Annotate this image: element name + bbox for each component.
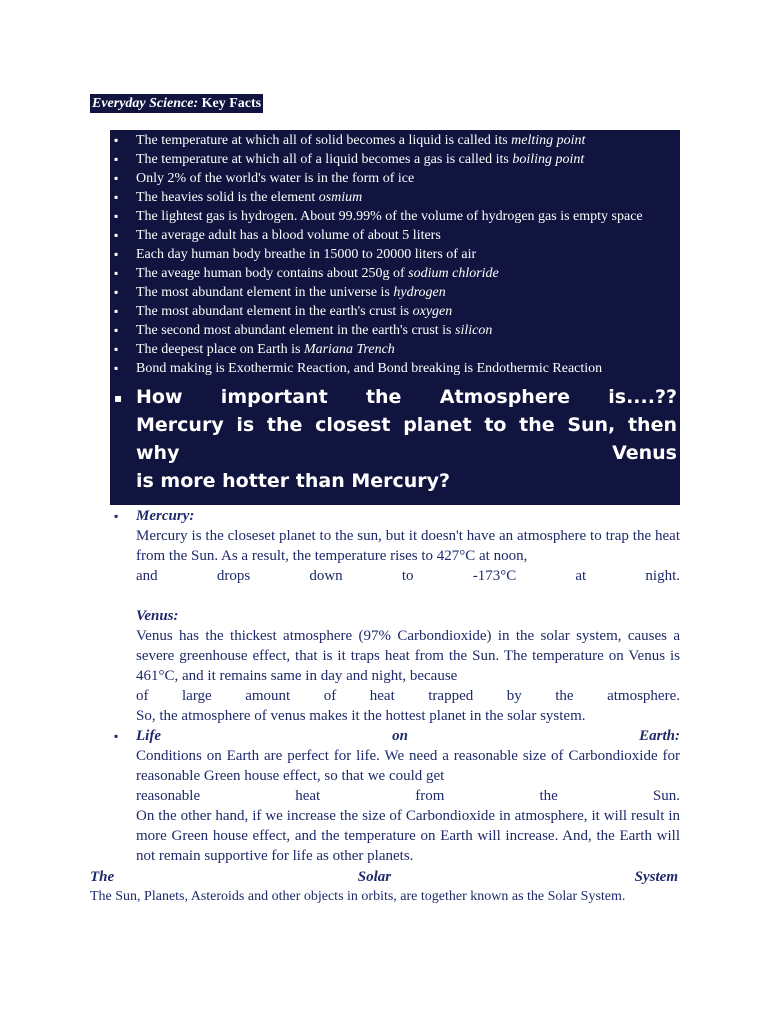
life-word-3: Earth: [639,728,680,744]
fact-text: The temperature at which all of a liquid becomes a gas is called its [136,152,513,167]
key-facts-box [110,130,680,505]
fact-text: The lightest gas is hydrogen. About 99.99% of the volume of hydrogen gas is empty space [136,209,643,224]
fact-emphasis: melting point [511,133,586,148]
fact-text: The most abundant element in the universe is [136,285,394,300]
fact-item [110,264,677,283]
life-paragraph [110,746,680,866]
fact-text: Each day human body breathe in 15000 to 20000 liters of air [136,247,477,262]
life-justified-line: reasonable heat from the Sun. [136,788,680,804]
fact-emphasis: oxygen [412,304,453,319]
fact-item [110,131,677,150]
mercury-paragraph [110,526,680,586]
atmosphere-question [110,383,677,495]
fact-emphasis: boiling point [512,152,585,167]
title-suffix: Key Facts [198,96,262,111]
solar-word-3: System [634,869,678,885]
fact-item [110,226,677,245]
venus-last-line: So, the atmosphere of venus makes it the hottest planet in the solar system. [136,708,586,724]
mercury-last-line: and drops down to -173°C at night. [136,568,680,584]
fact-emphasis: sodium chloride [408,266,499,281]
mercury-heading-text: Mercury: [136,508,195,524]
mercury-body: Mercury is the closeset planet to the sun, but it doesn't have an atmosphere to trap the heat from the Sun. As a result, the temperature rises to 427°C at noon, [136,528,680,564]
fact-emphasis: osmium [318,190,363,205]
bullet-icon: ▪ [114,209,119,223]
bullet-icon: ▪ [114,342,119,356]
fact-item [110,245,677,264]
fact-item [110,169,677,188]
fact-item [110,188,677,207]
venus-justified-line: of large amount of heat trapped by the atmosphere. [136,688,680,704]
fact-item [110,321,677,340]
fact-item [110,359,677,378]
fact-text: The most abundant element in the earth's crust is [136,304,413,319]
fact-text: The aveage human body contains about 250g of [136,266,409,281]
fact-text: The average adult has a blood volume of about 5 liters [136,228,441,243]
bullet-icon: ▪ [114,509,119,523]
fact-text: Bond making is Exothermic Reaction, and Bond breaking is Endothermic Reaction [136,361,603,376]
fact-item [110,302,677,321]
fact-emphasis: silicon [455,323,493,338]
bullet-icon: ▪ [114,190,119,204]
solar-word-2: Solar [357,869,392,885]
bullet-icon: ▪ [114,323,119,337]
question-line-3: is more hotter than Mercury? [136,470,451,492]
question-line-2: Mercury is the closest planet to the Sun, then why Venus [136,414,677,464]
solar-word-1: The [90,869,115,885]
solar-system-heading [90,867,678,887]
fact-item [110,150,677,169]
bullet-icon: ▪ [114,133,119,147]
venus-paragraph [110,626,680,726]
facts-list [110,131,677,378]
fact-item [110,207,677,226]
mercury-heading [110,506,680,526]
title-prefix: Everyday Science: [92,96,199,111]
bullet-icon: ▪ [114,361,119,375]
bullet-icon: ▪ [114,391,123,405]
venus-body: Venus has the thickest atmosphere (97% Carbondioxide) in the solar system, causes a severe greenhouse effect, that is it traps heat from the Sun. The temperature on Venus is 461°C, and it remains same in day and night, because [136,628,680,684]
fact-text: The heavies solid is the element [136,190,319,205]
bullet-icon: ▪ [114,729,119,743]
explanation-block [110,506,680,866]
fact-item [110,340,677,359]
life-word-1: Life [136,728,161,744]
life-body: Conditions on Earth are perfect for life. We need a reasonable size of Carbondioxide for reasonable Green house effect, so that we could get [136,748,680,784]
solar-system-paragraph: The Sun, Planets, Asteroids and other objects in orbits, are together known as the Solar System. [90,889,626,904]
fact-emphasis: Mariana Trench [303,342,395,357]
document-title [90,94,263,113]
fact-text: Only 2% of the world's water is in the form of ice [136,171,415,186]
life-body-2: On the other hand, if we increase the size of Carbondioxide in atmosphere, it will result in more Green house effect, and the temperature on Earth will increase. And, the Earth will not remain supportive for life as other planets. [136,808,680,864]
bullet-icon: ▪ [114,152,119,166]
life-on-earth-heading [110,726,680,746]
venus-heading [110,606,680,626]
bullet-icon: ▪ [114,266,119,280]
life-word-2: on [392,728,408,744]
bullet-icon: ▪ [114,247,119,261]
bullet-icon: ▪ [114,285,119,299]
bullet-icon: ▪ [114,228,119,242]
fact-text: The temperature at which all of solid becomes a liquid is called its [136,133,512,148]
question-line-1: How important the Atmosphere is....?? [136,386,677,408]
fact-text: The second most abundant element in the earth's crust is [136,323,455,338]
venus-heading-text: Venus: [136,608,179,624]
bullet-icon: ▪ [114,304,119,318]
fact-item [110,283,677,302]
spacer [110,586,680,606]
fact-emphasis: hydrogen [393,285,446,300]
bullet-icon: ▪ [114,171,119,185]
fact-text: The deepest place on Earth is [136,342,304,357]
